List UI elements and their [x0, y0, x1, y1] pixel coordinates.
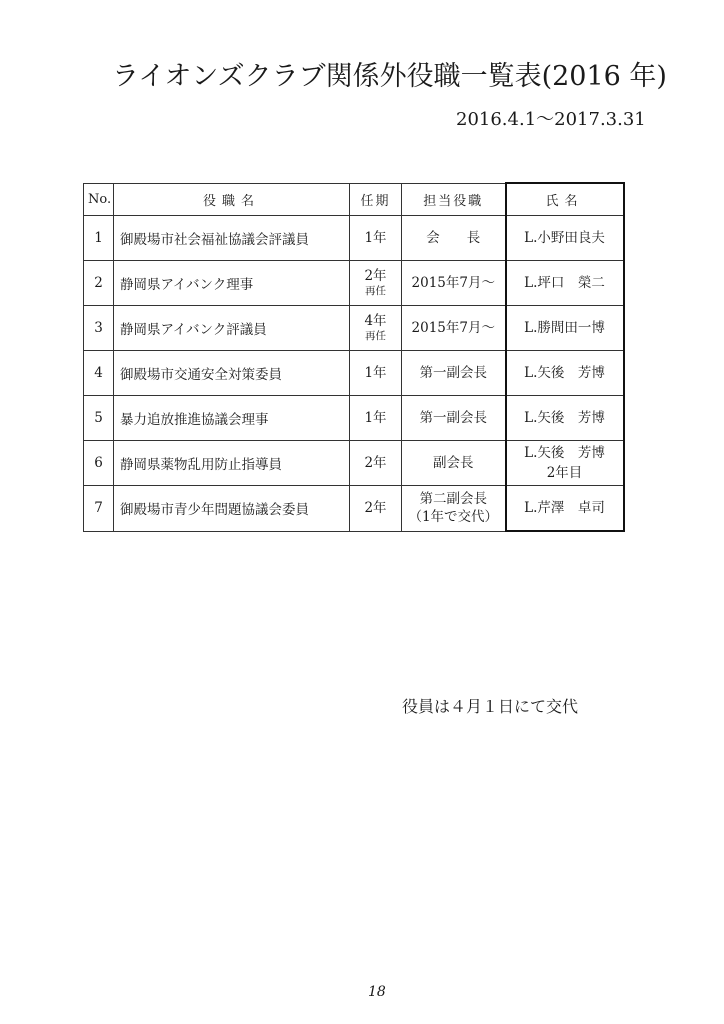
- table-row: [84, 486, 624, 532]
- row-no: 7: [84, 486, 114, 532]
- row-role: 第一副会長: [402, 396, 506, 441]
- row-position: 御殿場市交通安全対策委員: [114, 351, 350, 396]
- table-row: [84, 261, 624, 306]
- row-name: L.小野田良夫: [506, 216, 624, 261]
- row-name: [506, 441, 624, 486]
- row-name-value: L.矢後 芳博: [524, 444, 605, 461]
- header-name: 氏名: [506, 183, 624, 216]
- table-row: [84, 216, 624, 261]
- row-no: 4: [84, 351, 114, 396]
- header-position: 役職名: [114, 183, 350, 216]
- row-term: [350, 441, 402, 486]
- row-role-note: （1年で交代）: [408, 509, 499, 526]
- header-no: No.: [84, 183, 114, 216]
- row-role: 副会長: [402, 441, 506, 486]
- row-no: 6: [84, 441, 114, 486]
- row-no: 5: [84, 396, 114, 441]
- page-number: 18: [368, 984, 386, 1000]
- row-role: 会 長: [402, 216, 506, 261]
- row-term-note: 再任: [365, 284, 386, 297]
- row-term-value: 1年: [364, 409, 387, 426]
- row-term: [350, 396, 402, 441]
- row-position: 静岡県薬物乱用防止指導員: [114, 441, 350, 486]
- row-no: 1: [84, 216, 114, 261]
- document-title: ライオンズクラブ関係外役職一覧表(2016 年): [112, 61, 667, 92]
- row-position: 静岡県アイバンク理事: [114, 261, 350, 306]
- row-role: 2015年7月～: [402, 261, 506, 306]
- row-position: 御殿場市社会福祉協議会評議員: [114, 216, 350, 261]
- row-term: [350, 261, 402, 306]
- row-role-value: 第二副会長: [419, 491, 487, 508]
- row-role: 2015年7月～: [402, 306, 506, 351]
- row-position: 静岡県アイバンク評議員: [114, 306, 350, 351]
- table-row: [84, 306, 624, 351]
- header-term: 任期: [350, 183, 402, 216]
- row-role: 第一副会長: [402, 351, 506, 396]
- table-header-row: [84, 183, 624, 216]
- row-term-value: 2年: [364, 499, 387, 516]
- header-role: 担当役職: [402, 183, 506, 216]
- row-name: L.坪口 榮二: [506, 261, 624, 306]
- row-term-value: 2年: [364, 268, 387, 284]
- row-name-note: 2年目: [546, 465, 583, 481]
- row-term: [350, 216, 402, 261]
- row-name: L.芹澤 卓司: [506, 486, 624, 532]
- row-name: L.矢後 芳博: [506, 351, 624, 396]
- row-term: [350, 351, 402, 396]
- row-no: 2: [84, 261, 114, 306]
- row-term-value: 1年: [364, 229, 387, 246]
- row-position: 暴力追放推進協議会理事: [114, 396, 350, 441]
- row-term-value: 1年: [364, 364, 387, 381]
- row-term-value: 2年: [364, 454, 387, 471]
- roles-table: [83, 182, 625, 532]
- row-no: 3: [84, 306, 114, 351]
- row-name: L.勝間田一博: [506, 306, 624, 351]
- fiscal-period: 2016.4.1～2017.3.31: [456, 109, 646, 130]
- row-name: L.矢後 芳博: [506, 396, 624, 441]
- row-term-note: 再任: [365, 329, 386, 342]
- table-row: [84, 351, 624, 396]
- row-term-value: 4年: [364, 313, 387, 329]
- table-row: [84, 441, 624, 486]
- footer-note: 役員は４月１日にて交代: [402, 697, 579, 716]
- row-position: 御殿場市青少年問題協議会委員: [114, 486, 350, 532]
- row-term: [350, 306, 402, 351]
- row-role: [402, 486, 506, 532]
- table-row: [84, 396, 624, 441]
- row-term: [350, 486, 402, 532]
